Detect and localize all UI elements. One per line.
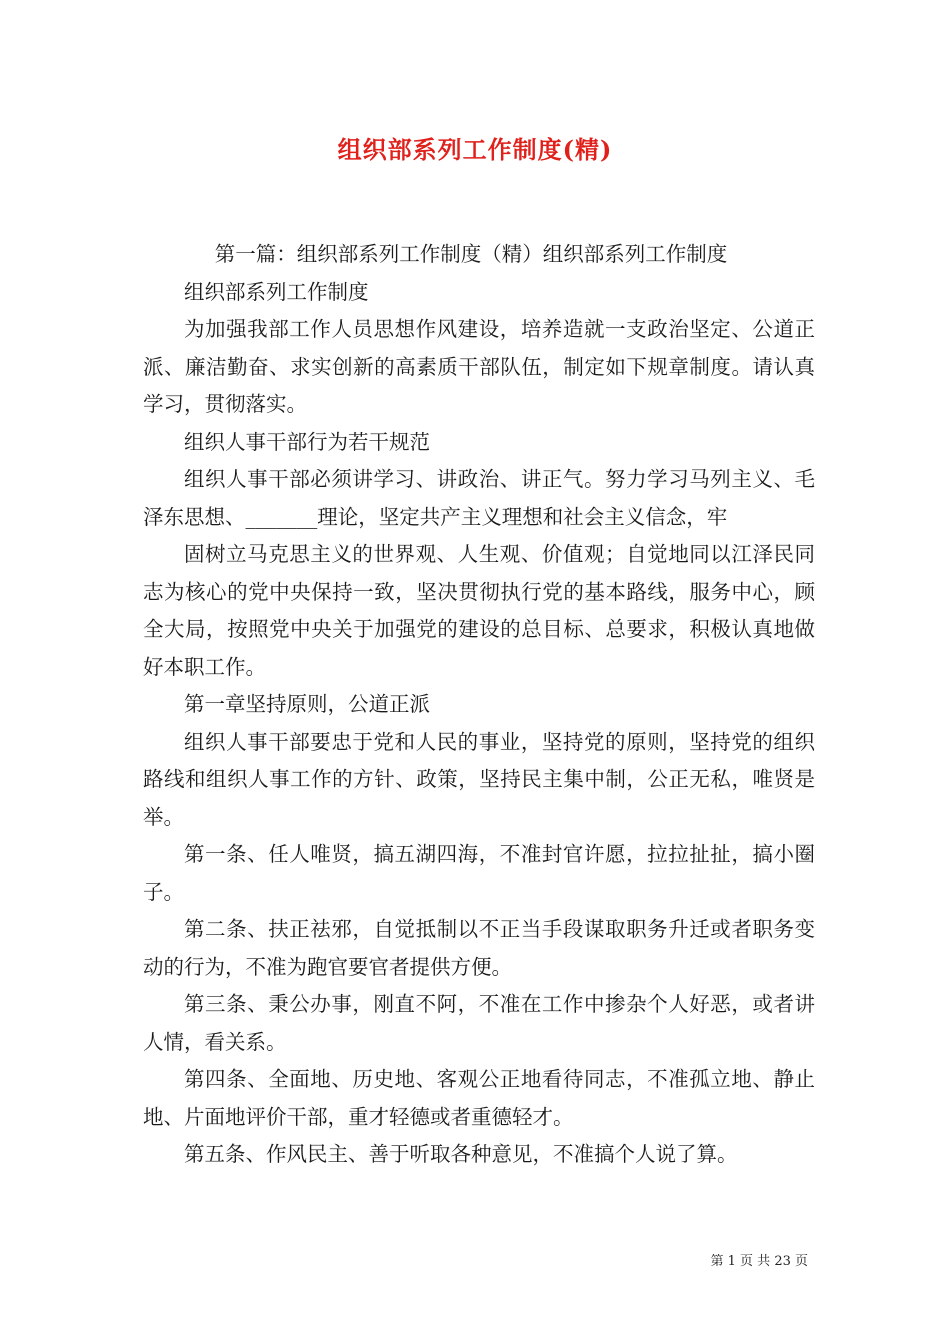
paragraph: 为加强我部工作人员思想作风建设，培养造就一支政治坚定、公道正派、廉洁勤奋、求实创新的高素质干部队伍，制定如下规章制度。请认真学习，贯彻落实。 xyxy=(143,317,815,416)
paragraph: 组织人事干部要忠于党和人民的事业，坚持党的原则，坚持党的组织路线和组织人事工作的方针、政策，坚持民主集中制，公正无私，唯贤是举。 xyxy=(143,729,815,829)
document-title: 组织部系列工作制度(精) xyxy=(337,135,613,164)
page-number: 第 1 页 共 23 页 xyxy=(710,1254,808,1269)
document-body xyxy=(143,236,815,1174)
article: 第四条、全面地、历史地、客观公正地看待同志，不准孤立地、静止地、片面地评价干部，重才轻德或者重德轻才。 xyxy=(143,1067,815,1129)
article: 第五条、作风民主、善于听取各种意见，不准搞个人说了算。 xyxy=(184,1142,738,1166)
paragraph: 固树立马克思主义的世界观、人生观、价值观；自觉地同以江泽民同志为核心的党中央保持一致，坚决贯彻执行党的基本路线，服务中心，顾全大局，按照党中央关于加强党的建设的总目标、总要求，积极认真地做好本职工作。 xyxy=(143,542,815,679)
article: 第三条、秉公办事，刚直不阿，不准在工作中掺杂个人好恶，或者讲人情，看关系。 xyxy=(143,992,815,1054)
chapter-heading: 第一章坚持原则，公道正派 xyxy=(184,692,430,716)
paragraph: 组织部系列工作制度 xyxy=(184,279,369,304)
article: 第一条、任人唯贤，搞五湖四海，不准封官许愿，拉拉扯扯，搞小圈子。 xyxy=(143,842,815,904)
section-heading: 组织人事干部行为若干规范 xyxy=(184,429,430,454)
paragraph: 组织人事干部必须讲学习、讲政治、讲正气。努力学习马列主义、毛泽东思想、_______理论，坚定共产主义理想和社会主义信念，牢 xyxy=(143,467,815,529)
article: 第二条、扶正祛邪，自觉抵制以不正当手段谋取职务升迁或者职务变动的行为，不准为跑官要官者提供方便。 xyxy=(143,917,815,979)
paragraph: 第一篇：组织部系列工作制度（精）组织部系列工作制度 xyxy=(214,242,728,266)
